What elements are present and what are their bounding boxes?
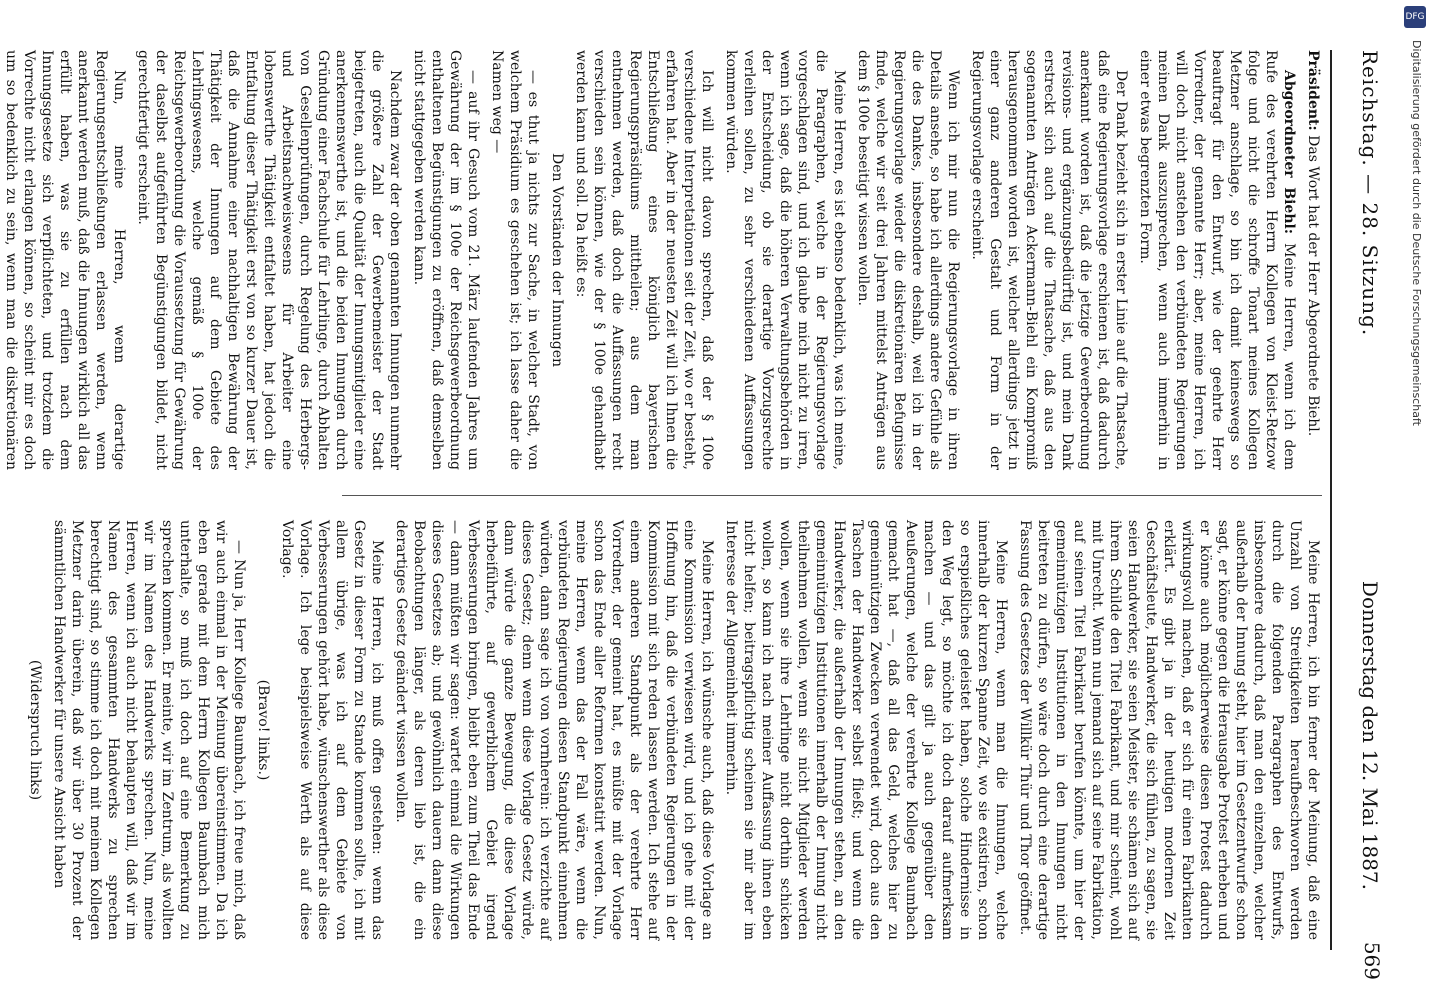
paragraph (1136, 50, 1298, 470)
paragraph: Meine Herren, es ist ebenso bedenklich, was ich meine, die Paragraphen, welche in der Regierungsvorlage vorgeschlagen sind, und ich glaube mich nicht zu irren, wenn ich sage, daß die höheren Verwaltungsbehörden in der Entscheidung, ob sie derartige Vorzugsrechte verleihen sollen, zu sehr verschiedenen Auffassungen kommen würden. (723, 50, 847, 470)
header-left: Reichstag. — 28. Sitzung. (1358, 50, 1382, 337)
paragraph: Ich will nicht davon sprechen, daß der § 100e verschiedene Interpretationen seit der Zeit, wo er besteht, erfahren hat. Aber in der neuesten Zeit will ich Ihnen die Entschließung eines königlich bayerischen Regierungspräsidiums mittheilen; aus dem man entnehmen werden, daß doch die Auffassungen recht verschieden sein können, wie der § 100e gehandhabt werden kann und soll. Da heißt es: (573, 50, 715, 470)
paragraph: Meine Herren, ich muß offen gestehen: wenn das Gesetz in dieser Form zu Stande kommen sollte, ich mit allem übrige, was ich auf dem Gebiete von Verbesserungen gehört habe, wünschenswerther als diese Vorlage. Ich lege beispielsweise Werth als auf diese Vorlage. (279, 520, 385, 940)
paragraph: — Nun ja, Herr Kollege Baumbach, ich freue mich, daß wir auch einmal in der Meinung übereinstimmen. Da ich eben gerade mit dem Herrn Kollegen Baumbach mich unterhalte, so muß ich doch auf eine Bemerkung zu sprechen kommen. Er meinte, wir im Zentrum, als wollten wir im Namen des Handwerks sprechen. Nun, meine Herren, wenn ich auch nicht behaupten will, daß wir im Namen des gesammten Handwerks zu sprechen berechtigt sind, so stimme ich doch mit meinem Kollegen Metzner darin überein, daß wir über 30 Prozent der sämmtlichen Handwerker für unsere Ansicht haben (51, 520, 247, 940)
digitization-note-text: Digitalisierung gefördert durch die Deutsche Forschungsgemeinschaft (1410, 40, 1423, 426)
paragraph: Meine Herren, ich bin ferner der Meinung, daß eine Unzahl von Streitigkeiten heraufbeschworen werden durch die folgenden Paragraphen des Entwurfs, insbesondere dadurch, daß man den einzelnen, welcher außerhalb der Innung steht, hier im Gesetzentwurfe schon sagt, er könne gegen die Herausgabe Protest erheben und er könne auch möglicherweise diesen Protest dadurch wirkungsvoll machen, daß er sich für einen Fabrikanten erklärt. Es gibt ja in der heutigen modernen Zeit Geschäftsleute, Handwerker, die sich fühlen, zu sagen, sie seien Handwerker, sie seien Meister, sie schämen sich auf ihrem Schilde den Titel Fabrikant, und mir scheint, wohl mit Unrecht. Wenn nun jemand sich auf seine Fabrikation, auf seinen Titel Fabrikant berufen könnte, um hier der gemeinnützigen Institutionen in den Innungen nicht beitreten zu dürfen, so wäre doch durch eine derartige Fassung des Gesetzes der Willkür Thür und Thor geöffnet. (1017, 520, 1321, 940)
right-column (20, 520, 1322, 940)
header-date: Donnerstag den 12. Mai 1887. (1358, 580, 1382, 890)
paragraph: — auf ihr Gesuch vom 21. März laufenden Jahres um Gewährung der im § 100e der Reichsgewerbeordnung enthaltenen Begünstigungen zu eröffnen, daß demselben nicht stattgegeben werden kann. (411, 50, 481, 470)
left-column (0, 50, 1322, 470)
header-rule (1330, 50, 1332, 950)
paragraph (1304, 50, 1322, 470)
page-header (1332, 0, 1392, 1000)
paragraph: — es thut ja nichts zur Sache, in welcher Stadt, von welchem Präsidium es geschehen ist; ich lasse daher die Namen weg — (489, 50, 541, 470)
paragraph: Meine Herren, wenn man die Innungen, welche innerhalb der kurzen Spanne Zeit, wo sie existiren, schon so erspießliches geleistet haben, solche Hindernisse in den Weg legt, so möchte ich doch darauf aufmerksam machen — und das gilt ja auch gegenüber den Aeußerungen, welche der verehrte Kollege Baumbach gemacht hat —, daß all das Geld, welches hier zu gemeinnützigen Zwecken verwendet wird, doch aus den Taschen der Handwerker selbst fließt; und wenn die Handwerker, die außerhalb der Innungen stehen, an den gemeinnützigen Institutionen innerhalb der Innung nicht theilnehmen wollen, wenn sie nicht Mitglieder werden wollen, wenn sie ihre Lehrlinge nicht dorthin schicken wollen, so kann ich nach meiner Auffassung ihnen eben nicht helfen; beitragspflichtig scheinen sie mir aber im Interesse der Allgemeinheit immerhin. (723, 520, 1009, 940)
quoted-heading: Den Vorständen der Innungen (549, 152, 565, 368)
speaker-label: Präsident: (1305, 50, 1321, 131)
column-divider (342, 495, 1322, 496)
paragraph-text: Meine Herren, wenn ich dem Rufe des verehrten Herrn Kollegen von Kleist-Retzow folge und nicht die schroffe Tonart meines Kollegen Metzner anschlage, so bin ich damit keineswegs so beauftragt für den Entwurf, wie der geehrte Herr Vorredner, der genannte Herr; aber, meine Herren, ich will doch nicht anstehen den verbündeten Regierungen meinen Dank auszusprechen, wenn auch immerhin in einer etwas begrenzten Form. (1137, 50, 1297, 470)
speaker-label: Abgeordneter Biehl: (1281, 70, 1297, 234)
page-number: 569 (1360, 941, 1384, 980)
paragraph: Meine Herren, ich wünsche auch, daß diese Vorlage an eine Kommission verwiesen wird, und ich gehe mit der Hoffnung hin, daß die verbündeten Regierungen in der Kommission mit sich reden lassen werden. Ich stehe auf einem anderen Standpunkt als der verehrte Herr Vorredner, der gemeint hat, es müßte mit der Vorlage schon das Ende aller Reformen konstatirt werden. Nun, meine Herren, wenn das der Fall wäre, wenn die verbündeten Regierungen diesen Standpunkt einnehmen würden, dann sage ich von vornherein: ich verzichte auf dieses Gesetz; denn wenn diese Vorlage Gesetz würde, dann würde die ganze Bewegung, die diese Vorlage herbeiführte, auf gewerblichem Gebiet irgend Verbesserungen bringen, bleibt eben zum Theil das Ende — dann müßten wir sagen: wartet einmal die Wirkungen dieses Gesetzes ab; und gewöhnlich dauern dann diese Beobachtungen länger, als deren lieb ist, die ein derartiges Gesetz geändert wissen wollen. (393, 520, 715, 940)
paragraph: Nun, meine Herren, wenn derartige Regierungsentschließungen erlassen werden, wenn anerkannt werden muß, daß die Innungen wirklich all das erfüllt haben, was sie zu erfüllen nach dem Innungsgesetze sich verpflichteten, und trotzdem die Vorrechte nicht erlangen können, so scheint mir es doch um so bedenklich zu sein, wenn man die diskretionären (3, 50, 127, 470)
dfg-logo: DFG (1404, 6, 1426, 28)
interjection: (Bravo! links.) (255, 679, 271, 781)
paragraph: Wenn ich mir nun die Regierungsvorlage in ihren Details ansehe, so habe ich allerdings andere Gefühle als die des Dankes, insbesondere deshalb, weil ich in der Regierungsvorlage wieder die diskretionären Befugnisse finde, welche wir seit drei Jahren mittelst Anträgen aus dem § 100e beseitigt wissen wollen. (855, 50, 961, 470)
paragraph: Der Dank bezieht sich in erster Linie auf die Thatsache, daß eine Regierungsvorlage erschienen ist, daß dadurch anerkannt worden ist, daß die jetzige Gewerbeordnung revisions- und ergänzungsbedürftig ist, und mein Dank erstreckt sich auch auf die Thatsache, daß aus den sogenannten Anträgen Ackermann-Biehl ein Kompromiß herausgenommen worden ist, welcher allerdings jetzt in einer ganz anderen Gestalt und Form in der Regierungsvorlage erscheint. (969, 50, 1129, 470)
interjection: (Widerspruch links) (27, 659, 43, 801)
paragraph: Nachdem zwar der oben genannten Innungen nunmehr die größere Zahl der Gewerbemeister der Stadt beigetreten, auch die Qualität der Innungsmitglieder eine anerkennenswerthe ist, und die beiden Innungen durch Gründung einer Fachschule für Lehrlinge, durch Abhalten von Gesellenprüfungen, durch Regelung des Herbergs- und Arbeitsnachweiswesens für Arbeiter eine lobenswerthe Thätigkeit entfaltet haben, hat jedoch die Entfaltung dieser Thätigkeit erst von so kurzer Dauer ist, daß die Annahme einer nachhaltigen Bewährung der Thätigkeit der Innungen auf dem Gebiete des Lehrlingswesens, welche gemäß § 100e der Reichsgewerbeordnung die Voraussetzung für Gewährung der daselbst aufgeführten Begünstigungen bildet, nicht gerechtfertigt erscheint. (135, 50, 403, 470)
header-right (1358, 581, 1382, 890)
paragraph-text: Das Wort hat der Herr Abgeordnete Biehl. (1305, 135, 1321, 437)
